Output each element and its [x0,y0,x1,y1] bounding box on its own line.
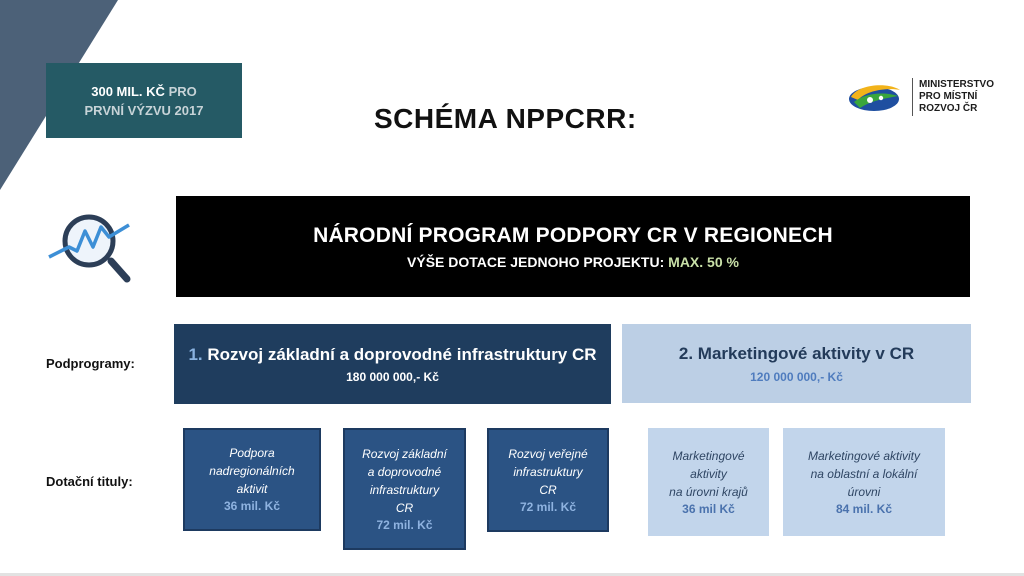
grant-title-2: Rozvoj základní a doprovodné infrastruktury CR 72 mil. Kč [343,428,466,550]
grant-title-4: Marketingové aktivity na úrovni krajů 36 mil Kč [648,428,769,536]
subprogram-2-amount: 120 000 000,- Kč [750,369,843,384]
banner-title: NÁRODNÍ PROGRAM PODPORY CR V REGIONECH [313,223,833,247]
badge-line-2: PRVNÍ VÝZVU 2017 [84,102,204,118]
program-banner [176,196,970,297]
subprogram-2 [622,324,971,403]
logo-line-1: MINISTERSTVO [919,79,995,90]
logo-line-2: PRO MÍSTNÍ [919,91,978,102]
logo-line-3: ROZVOJ ČR [919,103,978,114]
grant-titles-label: Dotační tituly: [46,474,133,489]
logo-separator [912,78,913,116]
banner-subtitle: VÝŠE DOTACE JEDNOHO PROJEKTU: MAX. 50 % [407,253,739,270]
page-title: SCHÉMA NPPCRR: [374,103,637,134]
grant-title-3: Rozvoj veřejné infrastruktury CR 72 mil. Kč [487,428,609,532]
grant-title-3-amount: 72 mil. Kč [519,499,577,514]
subprograms-label: Podprogramy: [46,356,135,371]
grant-title-1: Podpora nadregionálních aktivit 36 mil. Kč [183,428,321,531]
subprogram-1-title: 1. Rozvoj základní a doprovodné infrastruktury CR [188,344,597,364]
max-subsidy: MAX. 50 % [668,253,739,270]
ministry-logo-icon [848,80,902,114]
grant-title-5: Marketingové aktivity na oblastní a lokální úrovni 84 mil. Kč [783,428,945,536]
subprogram-1 [174,324,611,404]
subprogram-2-title: 2. Marketingové aktivity v CR [678,343,915,363]
ministry-logo [848,76,1008,118]
funding-badge [46,63,242,138]
grant-title-2-amount: 72 mil. Kč [376,517,433,532]
grant-title-5-amount: 84 mil. Kč [835,501,893,516]
subprogram-1-amount: 180 000 000,- Kč [346,369,439,384]
grant-title-4-amount: 36 mil Kč [682,501,735,516]
logo-text [919,79,994,115]
search-chart-icon [47,207,131,287]
grant-title-1-amount: 36 mil. Kč [223,499,281,513]
badge-line-1: 300 MIL. KČ PRO [91,83,197,99]
